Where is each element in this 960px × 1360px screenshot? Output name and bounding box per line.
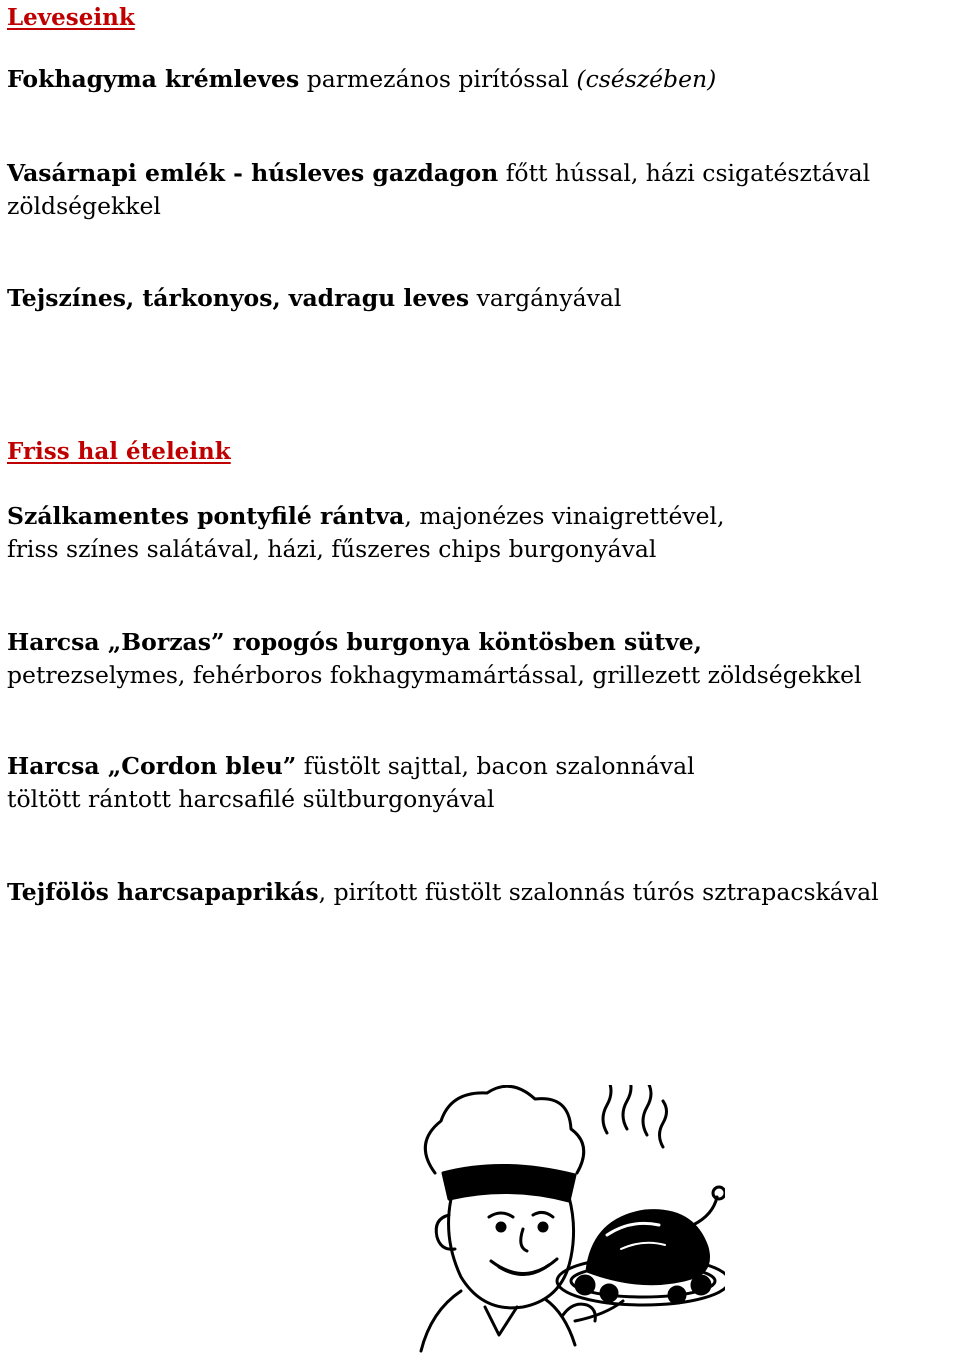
dish-description: , majonézes vinaigrettével, <box>404 502 725 530</box>
dish-name: Fokhagyma krémleves <box>7 65 300 93</box>
dish-note: (csészében) <box>576 65 717 93</box>
menu-item <box>7 63 716 96</box>
dish-description-continued: friss színes salátával, házi, fűszeres chips burgonyával <box>7 535 657 563</box>
menu-item <box>7 282 621 315</box>
dish-description: parmezános pirítóssal <box>299 65 577 93</box>
chef-illustration <box>395 1085 725 1360</box>
menu-item <box>7 750 695 816</box>
dish-name: Harcsa „Borzas” ropogós burgonya köntösben sütve, <box>7 628 702 656</box>
menu-item <box>7 626 862 692</box>
menu-item <box>7 500 725 566</box>
section-title-soups: Leveseink <box>7 4 135 31</box>
dish-name: Vasárnapi emlék - húsleves gazdagon <box>7 159 499 187</box>
dish-description: főtt hússal, házi csigatésztával <box>498 159 871 187</box>
dish-name: Tejfölös harcsapaprikás <box>7 878 319 906</box>
dish-description-continued: zöldségekkel <box>7 192 161 220</box>
dish-description-continued: töltött rántott harcsafilé sültburgonyával <box>7 785 495 813</box>
dish-description: füstölt sajttal, bacon szalonnával <box>296 752 695 780</box>
dish-description: vargányával <box>469 284 622 312</box>
section-title-fish: Friss hal ételeink <box>7 438 231 465</box>
dish-name: Tejszínes, tárkonyos, vadragu leves <box>7 284 470 312</box>
dish-description: , pirított füstölt szalonnás túrós sztrapacskával <box>318 878 879 906</box>
dish-description-continued: petrezselymes, fehérboros fokhagymamártással, grillezett zöldségekkel <box>7 661 862 689</box>
menu-item <box>7 157 870 223</box>
dish-name: Harcsa „Cordon bleu” <box>7 752 297 780</box>
dish-name: Szálkamentes pontyfilé rántva <box>7 502 405 530</box>
menu-item <box>7 876 879 909</box>
